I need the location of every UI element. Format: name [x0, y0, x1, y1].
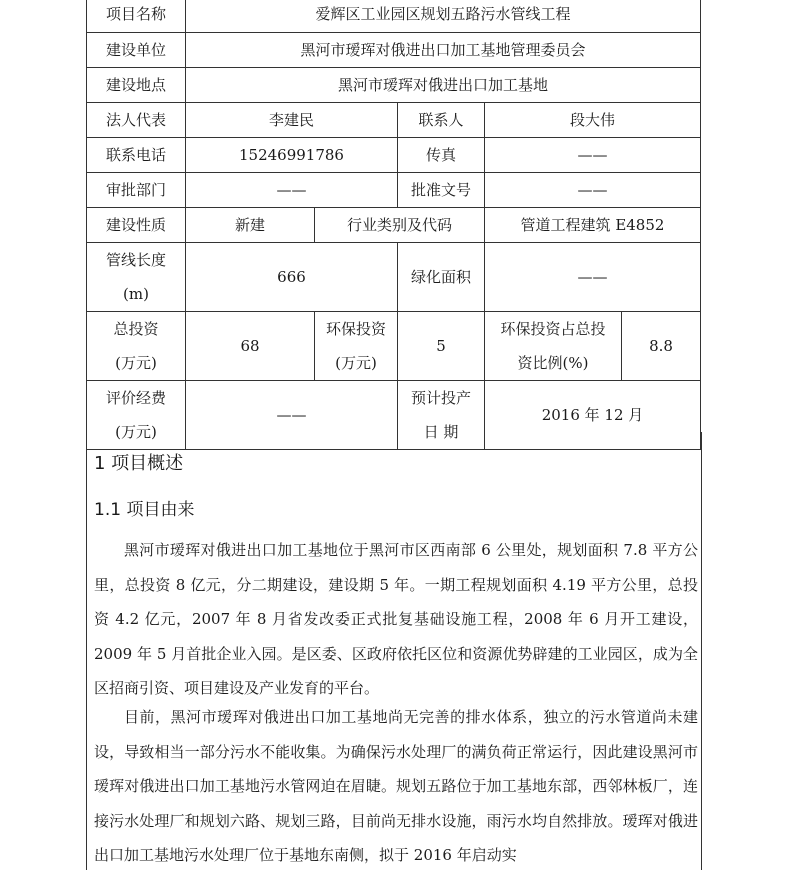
site-label: 建设地点 [87, 68, 186, 103]
env-ratio-label-line1: 环保投资占总投 [500, 320, 606, 338]
pipe-length-value: 666 [186, 243, 398, 312]
total-invest-label-line2: (万元) [115, 354, 157, 372]
phone-label: 联系电话 [87, 138, 186, 173]
project-name-value: 爱辉区工业园区规划五路污水管线工程 [186, 0, 701, 33]
env-invest-value: 5 [398, 312, 485, 381]
fax-label: 传真 [398, 138, 485, 173]
eval-fee-label-line1: 评价经费 [105, 389, 166, 407]
table-row [87, 208, 701, 243]
env-invest-label-line2: (万元) [335, 354, 377, 372]
pipe-length-label-line2: (m) [123, 285, 149, 303]
approval-dept-value: —— [186, 173, 398, 208]
builder-label: 建设单位 [87, 33, 186, 68]
paragraph-2: 目前，黑河市瑷珲对俄进出口加工基地尚无完善的排水体系，独立的污水管道尚未建设，导致相当一部分污水不能收集。为确保污水处理厂的满负荷正常运行，因此建设黑河市瑷珲对俄进出口加工基地污水管网迫在眉睫。规划五路位于加工基地东部，西邻林板厂，连接污水处理厂和规划六路、规划三路，目前尚无排水设施，雨污水均自然排放。瑷珲对俄进出口加工基地污水处理厂位于基地东南侧，拟于 2016 年启动实 [94, 708, 698, 864]
table-row [87, 103, 701, 138]
table-row [87, 243, 701, 312]
industry-label: 行业类别及代码 [315, 208, 485, 243]
total-invest-value: 68 [186, 312, 315, 381]
production-date-label-line1: 预计投产 [410, 389, 471, 407]
legal-rep-value: 李建民 [186, 103, 398, 138]
fax-value: —— [485, 138, 701, 173]
total-invest-label-line1: 总投资 [113, 320, 159, 338]
table-row [87, 68, 701, 103]
site-value: 黑河市瑷珲对俄进出口加工基地 [186, 68, 701, 103]
phone-value: 15246991786 [186, 138, 398, 173]
table-row [87, 138, 701, 173]
production-date-value: 2016 年 12 月 [485, 381, 701, 450]
table-row [87, 173, 701, 208]
env-ratio-value: 8.8 [622, 312, 701, 381]
table-row [87, 0, 701, 33]
approval-no-label: 批准文号 [398, 173, 485, 208]
approval-dept-label: 审批部门 [87, 173, 186, 208]
contact-value: 段大伟 [485, 103, 701, 138]
green-area-value: —— [485, 243, 701, 312]
env-invest-label-line1: 环保投资 [325, 320, 386, 338]
industry-value: 管道工程建筑 E4852 [485, 208, 701, 243]
production-date-label-line2: 日 期 [423, 423, 459, 441]
nature-label: 建设性质 [87, 208, 186, 243]
eval-fee-label-line2: (万元) [115, 423, 157, 441]
section-title: 1 项目概述 [94, 453, 184, 474]
paragraph-1: 黑河市瑷珲对俄进出口加工基地位于黑河市区西南部 6 公里处，规划面积 7.8 平方公里，总投资 8 亿元，分二期建设，建设期 5 年。一期工程规划面积 4.19 平方公里，总投资 4.2 亿元，2007 年 8 月省发改委正式批复基础设施工程，2008 年 6 月开工建设，2009 年 5 月首批企业入园。是区委、区政府依托区位和资源优势辟建的工业园区，成为全区招商引资、项目建设及产业发育的平台。 [94, 541, 698, 697]
env-invest-label [315, 312, 398, 381]
contact-label: 联系人 [398, 103, 485, 138]
env-ratio-label [485, 312, 622, 381]
eval-fee-value: —— [186, 381, 398, 450]
approval-no-value: —— [485, 173, 701, 208]
subsection-title: 1.1 项目由来 [94, 500, 195, 520]
table-row [87, 312, 701, 381]
builder-value: 黑河市瑷珲对俄进出口加工基地管理委员会 [186, 33, 701, 68]
table-row [87, 33, 701, 68]
pipe-length-label [87, 243, 186, 312]
nature-value: 新建 [186, 208, 315, 243]
project-info-table [86, 0, 701, 450]
env-ratio-label-line2: 资比例(%) [517, 354, 589, 372]
green-area-label: 绿化面积 [398, 243, 485, 312]
project-name-label: 项目名称 [87, 0, 186, 33]
legal-rep-label: 法人代表 [87, 103, 186, 138]
pipe-length-label-line1: 管线长度 [105, 251, 166, 269]
total-invest-label [87, 312, 186, 381]
